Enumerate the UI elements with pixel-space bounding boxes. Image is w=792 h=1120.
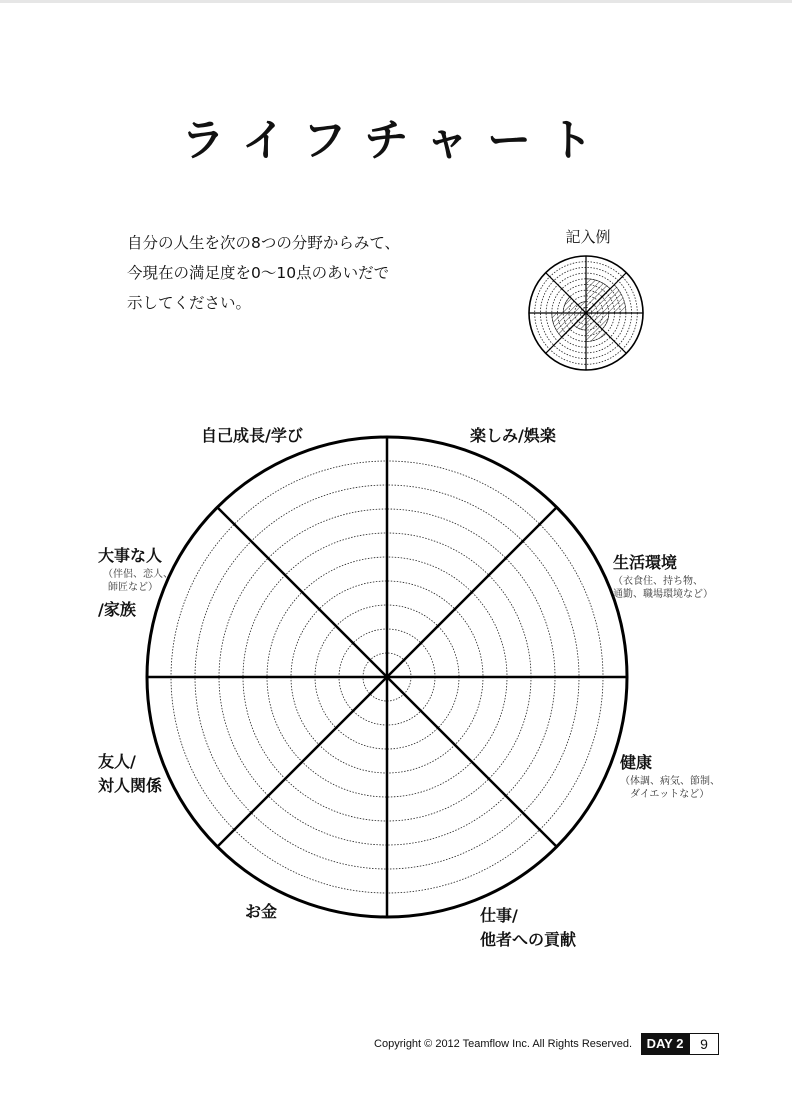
category-environment-note-2: 通勤、職場環境など） xyxy=(613,589,713,600)
example-label: 記入例 xyxy=(565,228,611,246)
category-important-people-label: 大事な人 xyxy=(98,546,163,565)
page-number: 9 xyxy=(689,1033,719,1055)
category-friends-line-2: 対人関係 xyxy=(98,776,163,795)
category-money: お金 xyxy=(245,902,278,921)
category-work-line-2: 他者への貢献 xyxy=(480,930,577,949)
example-chart xyxy=(526,253,646,373)
category-work xyxy=(480,904,576,952)
category-self-growth: 自己成長/学び xyxy=(201,426,303,445)
day-badge: DAY 2 xyxy=(641,1033,689,1055)
category-friends xyxy=(98,750,162,798)
category-health xyxy=(620,751,720,801)
category-important-people-note-2: 師匠など） xyxy=(108,582,158,593)
category-friends-line-1: 友人/ xyxy=(98,752,136,771)
category-important-people-label-2: /家族 xyxy=(98,600,136,619)
category-health-label: 健康 xyxy=(620,753,653,772)
category-health-note-1: （体調、病気、節制、 xyxy=(620,776,720,787)
copyright-text: Copyright © 2012 Teamflow Inc. All Rights Reserved. xyxy=(374,1038,632,1050)
life-chart-wheel[interactable] xyxy=(140,430,640,930)
category-important-people xyxy=(98,544,173,622)
category-environment xyxy=(613,551,713,601)
instruction-line-1: 自分の人生を次の8つの分野からみて、 xyxy=(127,234,401,252)
category-environment-label: 生活環境 xyxy=(613,553,678,572)
instruction-line-3: 示してください。 xyxy=(127,294,252,312)
category-important-people-note-1: （伴侶、恋人、 xyxy=(103,569,173,580)
instructions xyxy=(127,228,400,318)
category-fun: 楽しみ/娯楽 xyxy=(470,426,556,445)
page-top-rule xyxy=(0,0,792,3)
category-health-note-2: ダイエットなど） xyxy=(630,789,710,800)
instruction-line-2: 今現在の満足度を0〜10点のあいだで xyxy=(127,264,390,282)
page-title: ライフチャート xyxy=(180,115,612,166)
category-environment-note-1: （衣食住、持ち物、 xyxy=(613,576,703,587)
category-work-line-1: 仕事/ xyxy=(480,906,518,925)
